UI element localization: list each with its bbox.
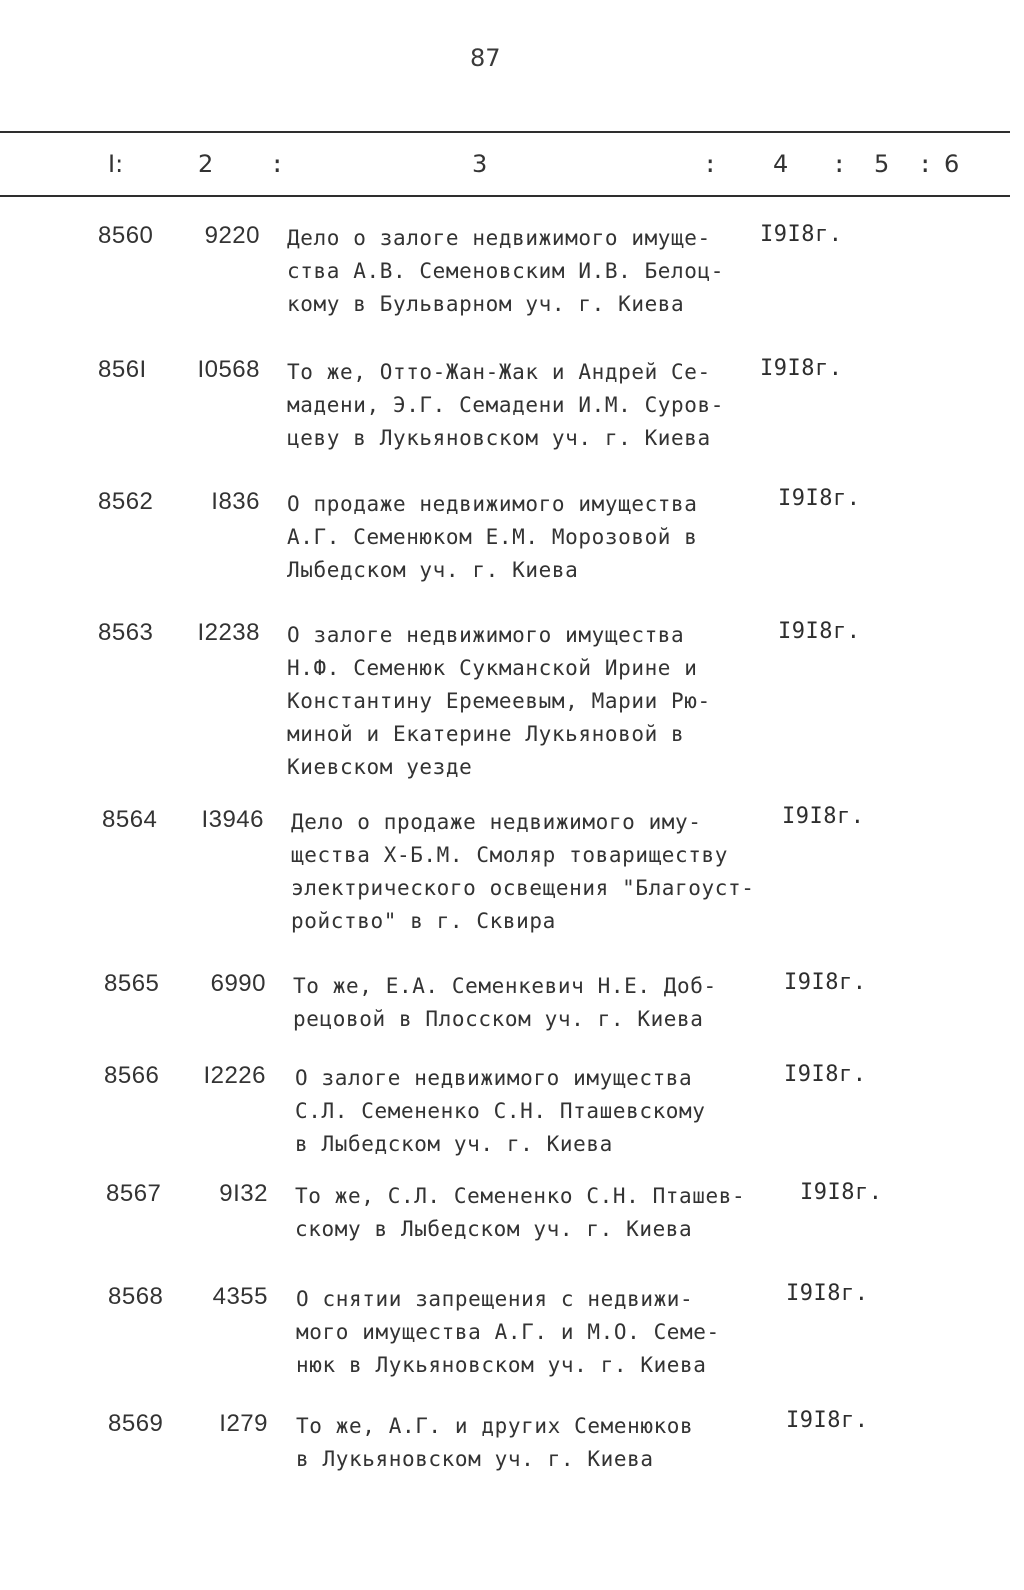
header-col-3: 3 [472, 150, 488, 178]
description-line: ройство" в г. Сквира [291, 909, 556, 933]
entry-number: 8568 [108, 1283, 164, 1310]
entry-number: 8566 [104, 1062, 160, 1089]
entry-description [287, 222, 787, 321]
archive-number: 4355 [212, 1283, 268, 1310]
archive-number: I0568 [197, 356, 260, 383]
entry-year: I9I8г. [784, 970, 867, 995]
entry-year: I9I8г. [778, 619, 861, 644]
header-col-4: 4 [773, 150, 789, 178]
header-col-6: 6 [944, 150, 960, 178]
archive-number: 6990 [210, 970, 266, 997]
entry-description [287, 488, 787, 587]
entry-year: I9I8г. [760, 222, 843, 247]
description-line: Дело о залоге недвижимого имуще- [287, 226, 711, 250]
entry-number: 8567 [106, 1180, 162, 1207]
description-line: ства А.В. Семеновским И.В. Белоц- [287, 259, 725, 283]
entry-description [293, 970, 793, 1036]
entry-number: 8565 [104, 970, 160, 997]
description-line: в Лукьяновском уч. г. Киева [296, 1447, 654, 1471]
description-line: нюк в Лукьяновском уч. г. Киева [296, 1353, 707, 1377]
entry-number: 8569 [108, 1410, 164, 1437]
description-line: Лыбедском уч. г. Киева [287, 558, 579, 582]
archive-number: I2226 [203, 1062, 266, 1089]
entry-description [295, 1062, 795, 1161]
entry-year: I9I8г. [760, 356, 843, 381]
header-separator: : [703, 150, 718, 178]
description-line: мадени, Э.Г. Семадени И.М. Суров- [287, 393, 725, 417]
description-line: С.Л. Семененко С.Н. Пташевскому [295, 1099, 706, 1123]
description-line: миной и Екатерине Лукьяновой в [287, 722, 685, 746]
description-line: щества Х-Б.М. Смоляр товариществу [291, 843, 729, 867]
description-line: скому в Лыбедском уч. г. Киева [295, 1217, 693, 1241]
entry-number: 8560 [98, 222, 154, 249]
description-line: мого имущества А.Г. и М.О. Семе- [296, 1320, 720, 1344]
archive-number: I3946 [201, 806, 264, 833]
header-bottom-rule [0, 195, 1010, 197]
entry-number: 8564 [102, 806, 158, 833]
header-separator: : [270, 150, 285, 178]
entry-year: I9I8г. [782, 804, 865, 829]
header-col-5: 5 [874, 150, 890, 178]
description-line: То же, Отто-Жан-Жак и Андрей Се- [287, 360, 711, 384]
entry-description [296, 1410, 796, 1476]
archive-number: 9220 [204, 222, 260, 249]
description-line: О залоге недвижимого имущества [295, 1066, 693, 1090]
entry-year: I9I8г. [778, 486, 861, 511]
entry-description [291, 806, 791, 938]
entry-number: 8562 [98, 488, 154, 515]
description-line: кому в Бульварном уч. г. Киева [287, 292, 685, 316]
entry-number: 8563 [98, 619, 154, 646]
header-col-1: I: [108, 150, 124, 178]
description-line: То же, С.Л. Семененко С.Н. Пташев- [295, 1184, 746, 1208]
description-line: Н.Ф. Семенюк Сукманской Ирине и [287, 656, 698, 680]
entry-description [296, 1283, 796, 1382]
description-line: О продаже недвижимого имущества [287, 492, 698, 516]
header-separator: : [918, 150, 933, 178]
description-line: Дело о продаже недвижимого иму- [291, 810, 702, 834]
description-line: рецовой в Плосском уч. г. Киева [293, 1007, 704, 1031]
description-line: А.Г. Семенюком Е.М. Морозовой в [287, 525, 698, 549]
description-line: То же, А.Г. и других Семенюков [296, 1414, 694, 1438]
description-line: То же, Е.А. Семенкевич Н.Е. Доб- [293, 974, 717, 998]
description-line: электрического освещения "Благоуст- [291, 876, 755, 900]
entry-number: 856I [98, 356, 147, 383]
header-top-rule [0, 131, 1010, 133]
header-col-2: 2 [198, 150, 214, 178]
description-line: О снятии запрещения с недвижи- [296, 1287, 694, 1311]
entry-description [287, 619, 787, 784]
description-line: цеву в Лукьяновском уч. г. Киева [287, 426, 711, 450]
entry-year: I9I8г. [786, 1281, 869, 1306]
archive-number: I279 [219, 1410, 268, 1437]
entry-description [295, 1180, 795, 1246]
header-separator: : [832, 150, 847, 178]
entry-year: I9I8г. [784, 1062, 867, 1087]
entry-year: I9I8г. [800, 1180, 883, 1205]
description-line: в Лыбедском уч. г. Киева [295, 1132, 613, 1156]
description-line: Киевском уезде [287, 755, 473, 779]
page-number: 87 [470, 44, 501, 72]
description-line: Константину Еремеевым, Марии Рю- [287, 689, 711, 713]
entry-description [287, 356, 787, 455]
entry-year: I9I8г. [786, 1408, 869, 1433]
archive-number: I2238 [197, 619, 260, 646]
description-line: О залоге недвижимого имущества [287, 623, 685, 647]
archive-number: 9I32 [219, 1180, 268, 1207]
archive-number: I836 [211, 488, 260, 515]
